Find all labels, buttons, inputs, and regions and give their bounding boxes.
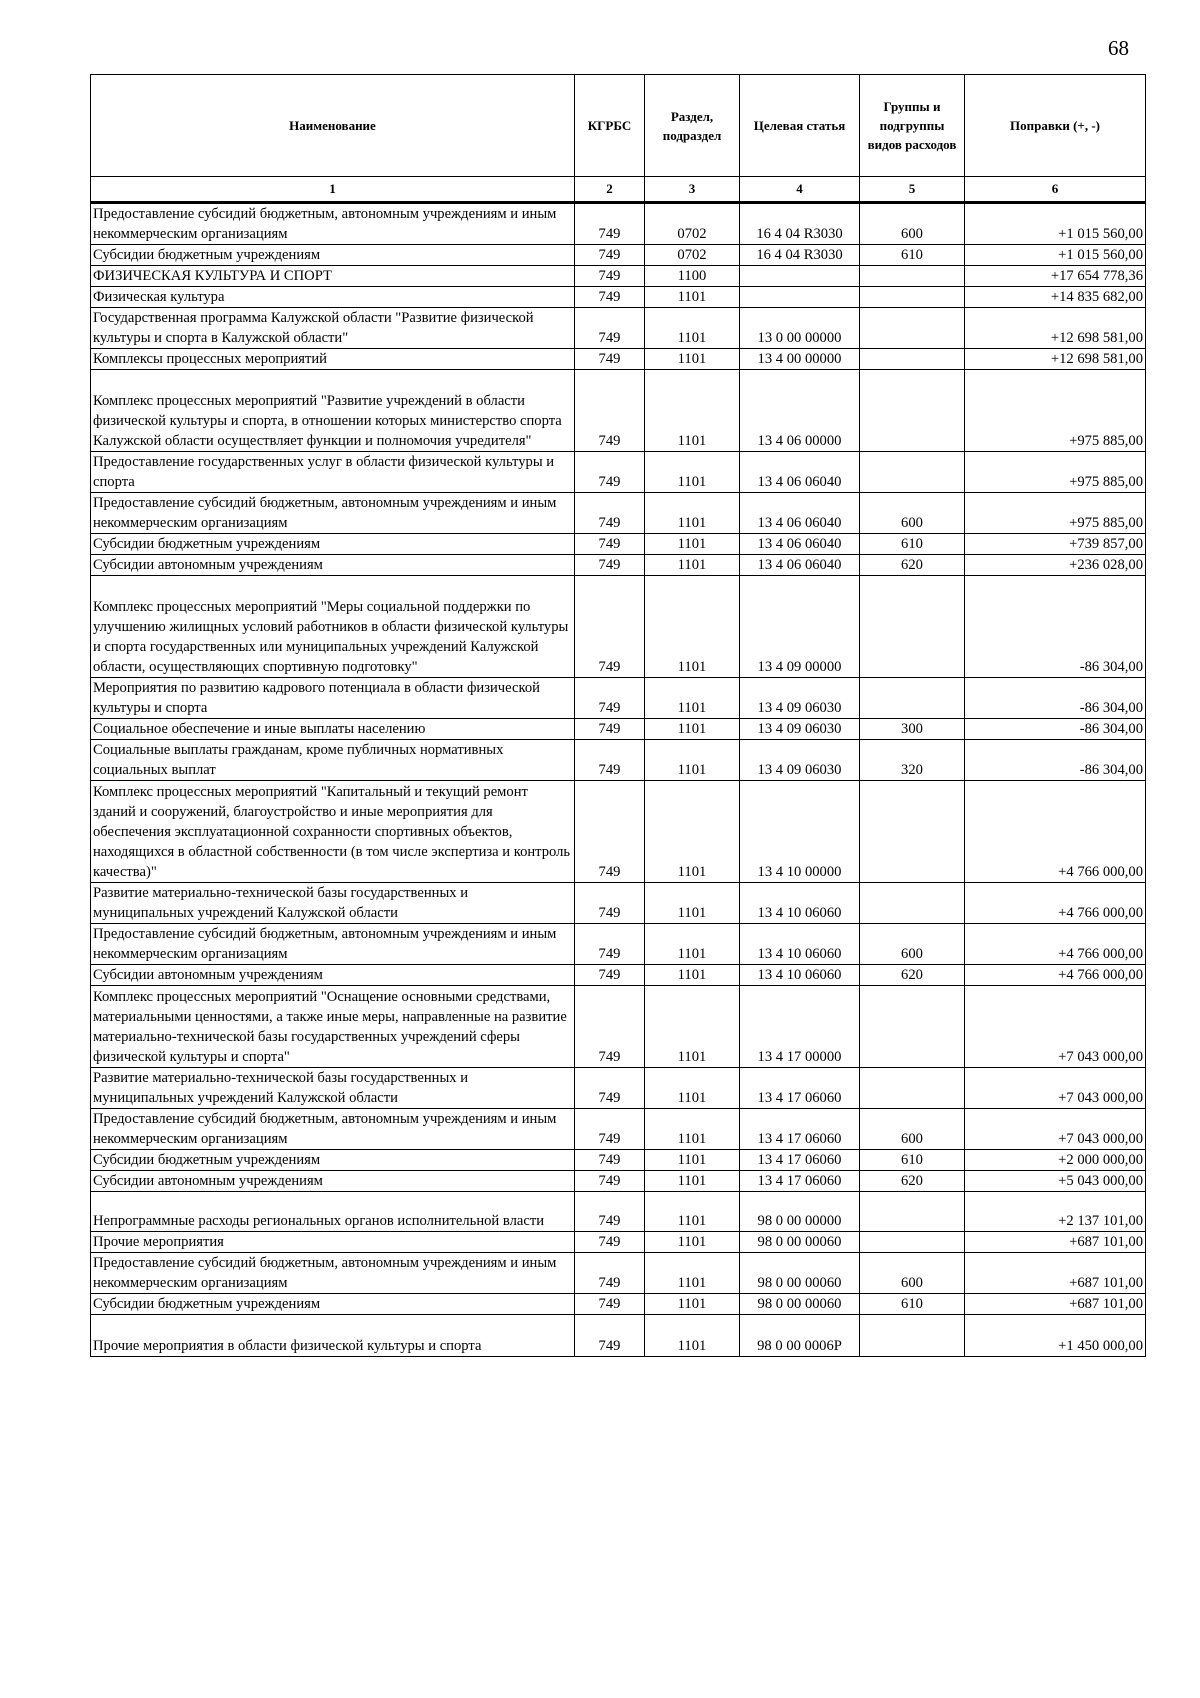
row-section: 1101 bbox=[645, 1232, 740, 1253]
table-row bbox=[91, 986, 1146, 1068]
row-expense-group bbox=[860, 452, 965, 493]
table-row bbox=[91, 452, 1146, 493]
row-kgrbs: 749 bbox=[575, 349, 645, 370]
row-expense-group: 320 bbox=[860, 740, 965, 781]
row-amount: -86 304,00 bbox=[965, 719, 1146, 740]
row-target: 98 0 00 0006P bbox=[740, 1315, 860, 1357]
table-row bbox=[91, 203, 1146, 245]
table-row bbox=[91, 370, 1146, 452]
header-amendment: Поправки (+, -) bbox=[965, 75, 1146, 177]
row-amount: +7 043 000,00 bbox=[965, 1109, 1146, 1150]
row-name: Прочие мероприятия в области физической культуры и спорта bbox=[91, 1315, 575, 1357]
table-row bbox=[91, 576, 1146, 678]
row-target: 98 0 00 00060 bbox=[740, 1232, 860, 1253]
row-name: Комплекс процессных мероприятий "Развитие учреждений в области физической культуры и спорта, в отношении которых министерство спорта Калужской области осуществляет функции и полномочия учредителя" bbox=[91, 370, 575, 452]
row-section: 1101 bbox=[645, 1294, 740, 1315]
table-row bbox=[91, 781, 1146, 883]
row-kgrbs: 749 bbox=[575, 493, 645, 534]
table-row bbox=[91, 349, 1146, 370]
row-amount: +975 885,00 bbox=[965, 493, 1146, 534]
row-kgrbs: 749 bbox=[575, 576, 645, 678]
row-name: Комплекс процессных мероприятий "Меры социальной поддержки по улучшению жилищных условий работников в области физической культуры и спорта государственных или муниципальных учреждений Калужской области, осуществляющих спортивную подготовку" bbox=[91, 576, 575, 678]
table-row bbox=[91, 1253, 1146, 1294]
row-name: Предоставление субсидий бюджетным, автономным учреждениям и иным некоммерческим организациям bbox=[91, 1109, 575, 1150]
row-name: Субсидии бюджетным учреждениям bbox=[91, 1150, 575, 1171]
row-expense-group bbox=[860, 1192, 965, 1232]
row-name: Субсидии автономным учреждениям bbox=[91, 555, 575, 576]
row-amount: +2 000 000,00 bbox=[965, 1150, 1146, 1171]
row-name: Предоставление субсидий бюджетным, автономным учреждениям и иным некоммерческим организациям bbox=[91, 493, 575, 534]
row-target: 13 4 09 00000 bbox=[740, 576, 860, 678]
row-section: 0702 bbox=[645, 203, 740, 245]
row-name: Субсидии бюджетным учреждениям bbox=[91, 1294, 575, 1315]
row-target: 13 0 00 00000 bbox=[740, 308, 860, 349]
row-kgrbs: 749 bbox=[575, 924, 645, 965]
row-kgrbs: 749 bbox=[575, 781, 645, 883]
row-kgrbs: 749 bbox=[575, 245, 645, 266]
header-expense-group: Группы и подгруппы видов расходов bbox=[860, 75, 965, 177]
table-row bbox=[91, 1192, 1146, 1232]
table-row bbox=[91, 883, 1146, 924]
row-expense-group: 610 bbox=[860, 534, 965, 555]
row-name: Предоставление субсидий бюджетным, автономным учреждениям и иным некоммерческим организациям bbox=[91, 203, 575, 245]
header-row bbox=[91, 75, 1146, 177]
row-target: 98 0 00 00060 bbox=[740, 1294, 860, 1315]
table-row bbox=[91, 965, 1146, 986]
row-amount: +739 857,00 bbox=[965, 534, 1146, 555]
row-amount: +236 028,00 bbox=[965, 555, 1146, 576]
table-row bbox=[91, 308, 1146, 349]
row-expense-group bbox=[860, 1232, 965, 1253]
row-target: 13 4 10 06060 bbox=[740, 883, 860, 924]
table-row bbox=[91, 555, 1146, 576]
header-kgrbs: КГРБС bbox=[575, 75, 645, 177]
row-amount: +7 043 000,00 bbox=[965, 1068, 1146, 1109]
row-target: 98 0 00 00000 bbox=[740, 1192, 860, 1232]
row-target: 13 4 06 06040 bbox=[740, 555, 860, 576]
row-name: Физическая культура bbox=[91, 287, 575, 308]
table-row bbox=[91, 245, 1146, 266]
row-kgrbs: 749 bbox=[575, 965, 645, 986]
row-kgrbs: 749 bbox=[575, 370, 645, 452]
row-section: 1100 bbox=[645, 266, 740, 287]
row-amount: -86 304,00 bbox=[965, 576, 1146, 678]
row-target: 13 4 09 06030 bbox=[740, 719, 860, 740]
row-expense-group: 620 bbox=[860, 1171, 965, 1192]
row-section: 1101 bbox=[645, 1109, 740, 1150]
row-expense-group bbox=[860, 883, 965, 924]
row-amount: +12 698 581,00 bbox=[965, 308, 1146, 349]
table-row bbox=[91, 1171, 1146, 1192]
row-section: 1101 bbox=[645, 883, 740, 924]
row-expense-group: 620 bbox=[860, 965, 965, 986]
row-kgrbs: 749 bbox=[575, 1294, 645, 1315]
row-amount: +4 766 000,00 bbox=[965, 781, 1146, 883]
row-amount: +687 101,00 bbox=[965, 1232, 1146, 1253]
budget-table bbox=[90, 74, 1146, 1357]
row-section: 1101 bbox=[645, 719, 740, 740]
row-section: 1101 bbox=[645, 534, 740, 555]
page-number: 68 bbox=[1108, 36, 1129, 60]
row-name: ФИЗИЧЕСКАЯ КУЛЬТУРА И СПОРТ bbox=[91, 266, 575, 287]
row-kgrbs: 749 bbox=[575, 1232, 645, 1253]
row-amount: +1 015 560,00 bbox=[965, 245, 1146, 266]
row-expense-group bbox=[860, 986, 965, 1068]
row-section: 1101 bbox=[645, 370, 740, 452]
column-number: 4 bbox=[740, 177, 860, 203]
row-amount: +14 835 682,00 bbox=[965, 287, 1146, 308]
row-kgrbs: 749 bbox=[575, 203, 645, 245]
column-number: 6 bbox=[965, 177, 1146, 203]
row-expense-group: 610 bbox=[860, 1150, 965, 1171]
row-target: 13 4 17 06060 bbox=[740, 1150, 860, 1171]
row-target: 13 4 10 06060 bbox=[740, 965, 860, 986]
row-expense-group: 600 bbox=[860, 203, 965, 245]
row-kgrbs: 749 bbox=[575, 534, 645, 555]
row-expense-group: 610 bbox=[860, 1294, 965, 1315]
row-section: 0702 bbox=[645, 245, 740, 266]
row-target: 16 4 04 R3030 bbox=[740, 245, 860, 266]
row-name: Социальное обеспечение и иные выплаты населению bbox=[91, 719, 575, 740]
row-amount: +975 885,00 bbox=[965, 370, 1146, 452]
row-kgrbs: 749 bbox=[575, 1315, 645, 1357]
row-target: 13 4 09 06030 bbox=[740, 678, 860, 719]
row-target: 13 4 06 00000 bbox=[740, 370, 860, 452]
row-name: Комплекс процессных мероприятий "Оснащение основными средствами, материальными ценностями, а также иные меры, направленные на развитие материально-технической базы государственных учреждений сферы физической культуры и спорта" bbox=[91, 986, 575, 1068]
table-row bbox=[91, 1150, 1146, 1171]
row-name: Прочие мероприятия bbox=[91, 1232, 575, 1253]
row-kgrbs: 749 bbox=[575, 986, 645, 1068]
row-expense-group bbox=[860, 266, 965, 287]
table-row bbox=[91, 1294, 1146, 1315]
row-section: 1101 bbox=[645, 678, 740, 719]
row-kgrbs: 749 bbox=[575, 740, 645, 781]
row-expense-group: 620 bbox=[860, 555, 965, 576]
row-kgrbs: 749 bbox=[575, 1150, 645, 1171]
row-section: 1101 bbox=[645, 287, 740, 308]
row-section: 1101 bbox=[645, 1171, 740, 1192]
row-amount: +4 766 000,00 bbox=[965, 924, 1146, 965]
row-expense-group bbox=[860, 349, 965, 370]
row-amount: -86 304,00 bbox=[965, 740, 1146, 781]
row-amount: +1 015 560,00 bbox=[965, 203, 1146, 245]
row-kgrbs: 749 bbox=[575, 719, 645, 740]
table-row bbox=[91, 1109, 1146, 1150]
row-target: 98 0 00 00060 bbox=[740, 1253, 860, 1294]
row-amount: +1 450 000,00 bbox=[965, 1315, 1146, 1357]
table-row bbox=[91, 1232, 1146, 1253]
row-expense-group: 600 bbox=[860, 924, 965, 965]
table-row bbox=[91, 678, 1146, 719]
row-kgrbs: 749 bbox=[575, 287, 645, 308]
row-amount: +975 885,00 bbox=[965, 452, 1146, 493]
row-kgrbs: 749 bbox=[575, 883, 645, 924]
table-row bbox=[91, 1315, 1146, 1357]
row-target: 13 4 17 06060 bbox=[740, 1068, 860, 1109]
row-name: Комплекс процессных мероприятий "Капитальный и текущий ремонт зданий и сооружений, благоустройство и иные мероприятия для обеспечения эксплуатационной сохранности спортивных объектов, находящихся в областной собственности (в том числе экспертиза и контроль качества)" bbox=[91, 781, 575, 883]
row-name: Предоставление субсидий бюджетным, автономным учреждениям и иным некоммерческим организациям bbox=[91, 924, 575, 965]
row-section: 1101 bbox=[645, 965, 740, 986]
row-expense-group bbox=[860, 370, 965, 452]
row-amount: +12 698 581,00 bbox=[965, 349, 1146, 370]
row-expense-group bbox=[860, 678, 965, 719]
column-number: 2 bbox=[575, 177, 645, 203]
row-name: Социальные выплаты гражданам, кроме публичных нормативных социальных выплат bbox=[91, 740, 575, 781]
row-kgrbs: 749 bbox=[575, 266, 645, 287]
row-expense-group bbox=[860, 308, 965, 349]
table-row bbox=[91, 266, 1146, 287]
row-name: Субсидии автономным учреждениям bbox=[91, 965, 575, 986]
row-kgrbs: 749 bbox=[575, 308, 645, 349]
row-name: Субсидии бюджетным учреждениям bbox=[91, 245, 575, 266]
column-number-row bbox=[91, 177, 1146, 203]
column-number: 5 bbox=[860, 177, 965, 203]
row-section: 1101 bbox=[645, 349, 740, 370]
row-section: 1101 bbox=[645, 986, 740, 1068]
row-name: Предоставление государственных услуг в области физической культуры и спорта bbox=[91, 452, 575, 493]
row-name: Субсидии автономным учреждениям bbox=[91, 1171, 575, 1192]
row-amount: +2 137 101,00 bbox=[965, 1192, 1146, 1232]
table-row bbox=[91, 719, 1146, 740]
column-number: 1 bbox=[91, 177, 575, 203]
row-kgrbs: 749 bbox=[575, 1068, 645, 1109]
column-number: 3 bbox=[645, 177, 740, 203]
row-section: 1101 bbox=[645, 1315, 740, 1357]
row-target: 13 4 17 06060 bbox=[740, 1171, 860, 1192]
row-expense-group bbox=[860, 287, 965, 308]
row-target: 13 4 06 06040 bbox=[740, 493, 860, 534]
row-target: 13 4 10 00000 bbox=[740, 781, 860, 883]
table-row bbox=[91, 534, 1146, 555]
row-section: 1101 bbox=[645, 1192, 740, 1232]
table-row bbox=[91, 287, 1146, 308]
table-row bbox=[91, 924, 1146, 965]
row-amount: +4 766 000,00 bbox=[965, 965, 1146, 986]
row-target bbox=[740, 266, 860, 287]
row-amount: -86 304,00 bbox=[965, 678, 1146, 719]
header-target: Целевая статья bbox=[740, 75, 860, 177]
row-section: 1101 bbox=[645, 740, 740, 781]
row-kgrbs: 749 bbox=[575, 1253, 645, 1294]
row-amount: +687 101,00 bbox=[965, 1294, 1146, 1315]
row-kgrbs: 749 bbox=[575, 452, 645, 493]
header-section: Раздел, подраздел bbox=[645, 75, 740, 177]
row-section: 1101 bbox=[645, 924, 740, 965]
row-amount: +17 654 778,36 bbox=[965, 266, 1146, 287]
row-expense-group bbox=[860, 576, 965, 678]
budget-table-body bbox=[91, 203, 1146, 1357]
table-row bbox=[91, 740, 1146, 781]
row-name: Комплексы процессных мероприятий bbox=[91, 349, 575, 370]
row-kgrbs: 749 bbox=[575, 1171, 645, 1192]
row-name: Государственная программа Калужской области "Развитие физической культуры и спорта в Калужской области" bbox=[91, 308, 575, 349]
row-name: Развитие материально-технической базы государственных и муниципальных учреждений Калужской области bbox=[91, 883, 575, 924]
row-section: 1101 bbox=[645, 1150, 740, 1171]
row-target: 13 4 17 06060 bbox=[740, 1109, 860, 1150]
row-kgrbs: 749 bbox=[575, 1192, 645, 1232]
row-target: 13 4 00 00000 bbox=[740, 349, 860, 370]
row-target: 16 4 04 R3030 bbox=[740, 203, 860, 245]
row-target: 13 4 17 00000 bbox=[740, 986, 860, 1068]
row-kgrbs: 749 bbox=[575, 555, 645, 576]
row-section: 1101 bbox=[645, 308, 740, 349]
row-expense-group: 600 bbox=[860, 1109, 965, 1150]
header-name: Наименование bbox=[91, 75, 575, 177]
row-target: 13 4 06 06040 bbox=[740, 452, 860, 493]
row-amount: +4 766 000,00 bbox=[965, 883, 1146, 924]
row-expense-group: 600 bbox=[860, 493, 965, 534]
row-kgrbs: 749 bbox=[575, 678, 645, 719]
row-expense-group bbox=[860, 781, 965, 883]
row-section: 1101 bbox=[645, 1068, 740, 1109]
row-kgrbs: 749 bbox=[575, 1109, 645, 1150]
row-amount: +7 043 000,00 bbox=[965, 986, 1146, 1068]
row-expense-group bbox=[860, 1315, 965, 1357]
row-section: 1101 bbox=[645, 781, 740, 883]
row-name: Мероприятия по развитию кадрового потенциала в области физической культуры и спорта bbox=[91, 678, 575, 719]
row-target: 13 4 06 06040 bbox=[740, 534, 860, 555]
row-amount: +687 101,00 bbox=[965, 1253, 1146, 1294]
row-section: 1101 bbox=[645, 493, 740, 534]
row-section: 1101 bbox=[645, 576, 740, 678]
row-name: Развитие материально-технической базы государственных и муниципальных учреждений Калужской области bbox=[91, 1068, 575, 1109]
row-expense-group: 600 bbox=[860, 1253, 965, 1294]
row-expense-group: 610 bbox=[860, 245, 965, 266]
row-expense-group: 300 bbox=[860, 719, 965, 740]
table-row bbox=[91, 493, 1146, 534]
row-target: 13 4 09 06030 bbox=[740, 740, 860, 781]
row-target: 13 4 10 06060 bbox=[740, 924, 860, 965]
row-section: 1101 bbox=[645, 452, 740, 493]
row-target bbox=[740, 287, 860, 308]
row-section: 1101 bbox=[645, 555, 740, 576]
row-name: Непрограммные расходы региональных органов исполнительной власти bbox=[91, 1192, 575, 1232]
row-expense-group bbox=[860, 1068, 965, 1109]
row-section: 1101 bbox=[645, 1253, 740, 1294]
row-name: Предоставление субсидий бюджетным, автономным учреждениям и иным некоммерческим организациям bbox=[91, 1253, 575, 1294]
table-row bbox=[91, 1068, 1146, 1109]
row-name: Субсидии бюджетным учреждениям bbox=[91, 534, 575, 555]
row-amount: +5 043 000,00 bbox=[965, 1171, 1146, 1192]
